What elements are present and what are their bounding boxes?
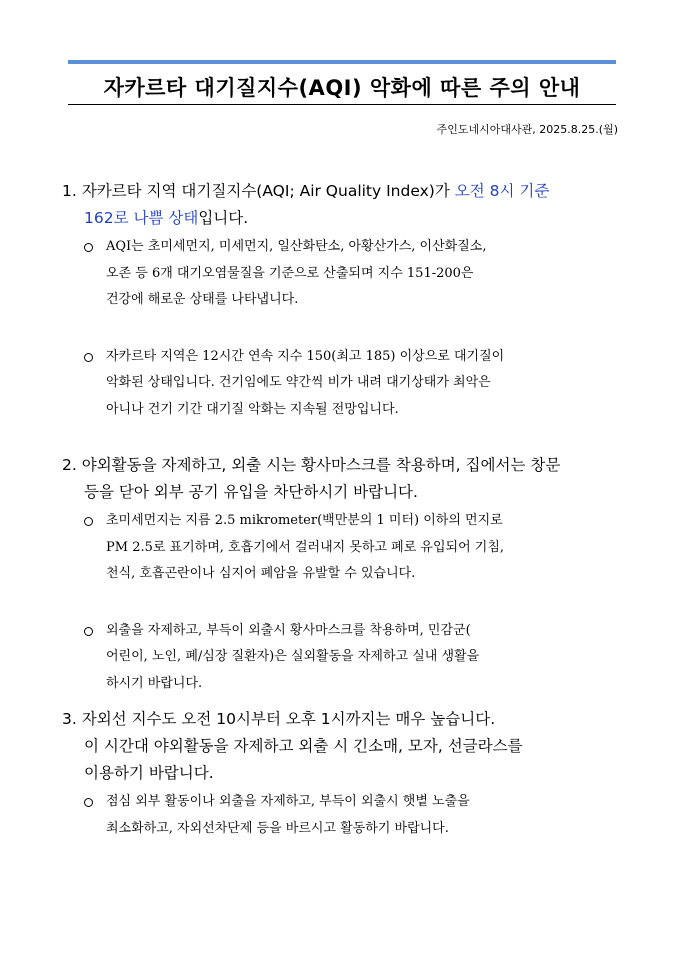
circle-bullet-icon bbox=[84, 798, 93, 807]
title-underline bbox=[68, 104, 616, 105]
section-1-bullet-1 bbox=[62, 234, 622, 314]
section-1-highlight-time: 오전 8시 기준 bbox=[454, 182, 550, 200]
circle-bullet-icon bbox=[84, 517, 93, 526]
section-3-heading bbox=[62, 706, 622, 787]
bullet-line: 오존 등 6개 대기오염물질을 기준으로 산출되며 지수 151-200은 bbox=[106, 265, 474, 281]
circle-bullet-icon bbox=[84, 627, 93, 636]
bullet-line: 어린이, 노인, 폐/심장 질환자)은 실외활동을 자제하고 실내 생활을 bbox=[106, 649, 480, 664]
bullet-line: 외출을 자제하고, 부득이 외출시 황사마스크를 착용하며, 민감군( bbox=[106, 622, 471, 638]
section-3-line-2: 이 시간대 야외활동을 자제하고 외출 시 긴소매, 모자, 선글라스를 bbox=[84, 737, 523, 755]
section-1-heading bbox=[62, 178, 622, 232]
section-2-line-1 bbox=[62, 456, 560, 474]
bullet-line: 천식, 호흡곤란이나 심지어 폐암을 유발할 수 있습니다. bbox=[106, 566, 416, 581]
bullet-line: 하시기 바랍니다. bbox=[106, 675, 203, 691]
issuer-date: 주인도네시아대사관, 2025.8.25.(월) bbox=[436, 123, 618, 136]
bullet-line: 아니나 건기 기간 대기질 악화는 지속될 전망입니다. bbox=[106, 401, 399, 417]
bullet-line: PM 2.5로 표기하며, 호흡기에서 걸러내지 못하고 폐로 유입되어 기침, bbox=[106, 539, 505, 555]
bullet-line: 건강에 해로운 상태를 나타냅니다. bbox=[106, 292, 299, 307]
section-3-line-1-text: 자외선 지수도 오전 10시부터 오후 1시까지는 매우 높습니다. bbox=[81, 710, 496, 728]
section-3 bbox=[62, 706, 622, 842]
section-1-highlight-status: 162로 나쁨 상태 bbox=[84, 209, 199, 227]
circle-bullet-icon bbox=[84, 243, 93, 252]
title-accent-bar bbox=[68, 60, 616, 64]
section-2 bbox=[62, 452, 622, 697]
section-2-line-1-text: 야외활동을 자제하고, 외출 시는 황사마스크를 착용하며, 집에서는 창문 bbox=[81, 456, 561, 474]
section-2-bullet-2 bbox=[62, 618, 622, 698]
section-2-heading bbox=[62, 452, 622, 506]
bullet-line: AQI는 초미세먼지, 미세먼지, 일산화탄소, 아황산가스, 이산화질소, bbox=[106, 239, 487, 254]
bullet-line: 자카르타 지역은 12시간 연속 지수 150(최고 185) 이상으로 대기질이 bbox=[106, 348, 505, 364]
bullet-line: 악화된 상태입니다. 건기임에도 약간씩 비가 내려 대기상태가 최악은 bbox=[106, 375, 491, 390]
section-2-number: 2. bbox=[62, 456, 77, 474]
section-1 bbox=[62, 178, 622, 423]
section-1-line-2-text: 입니다. bbox=[198, 209, 249, 227]
section-2-line-2: 등을 닫아 외부 공기 유입을 차단하시기 바랍니다. bbox=[84, 483, 418, 501]
page-title: 자카르타 대기질지수(AQI) 악화에 따른 주의 안내 bbox=[103, 76, 581, 100]
bullet-line: 초미세먼지는 지름 2.5 mikrometer(백만분의 1 미터) 이하의 먼지로 bbox=[106, 513, 503, 528]
section-1-line-2 bbox=[62, 209, 248, 227]
section-1-number: 1. bbox=[62, 182, 77, 200]
circle-bullet-icon bbox=[84, 353, 93, 362]
section-1-line-1 bbox=[62, 182, 549, 200]
section-1-line-1-text: 자카르타 지역 대기질지수(AQI; Air Quality Index)가 bbox=[81, 182, 455, 200]
section-1-bullet-2 bbox=[62, 344, 622, 424]
bullet-line: 점심 외부 활동이나 외출을 자제하고, 부득이 외출시 햇볕 노출을 bbox=[106, 794, 470, 809]
section-3-line-1 bbox=[62, 710, 495, 728]
bullet-line: 최소화하고, 자외선차단제 등을 바르시고 활동하기 바랍니다. bbox=[106, 820, 449, 836]
section-2-bullet-1 bbox=[62, 508, 622, 588]
section-3-bullet-1 bbox=[62, 789, 622, 842]
section-3-number: 3. bbox=[62, 710, 77, 728]
section-3-line-3: 이용하기 바랍니다. bbox=[84, 764, 214, 782]
